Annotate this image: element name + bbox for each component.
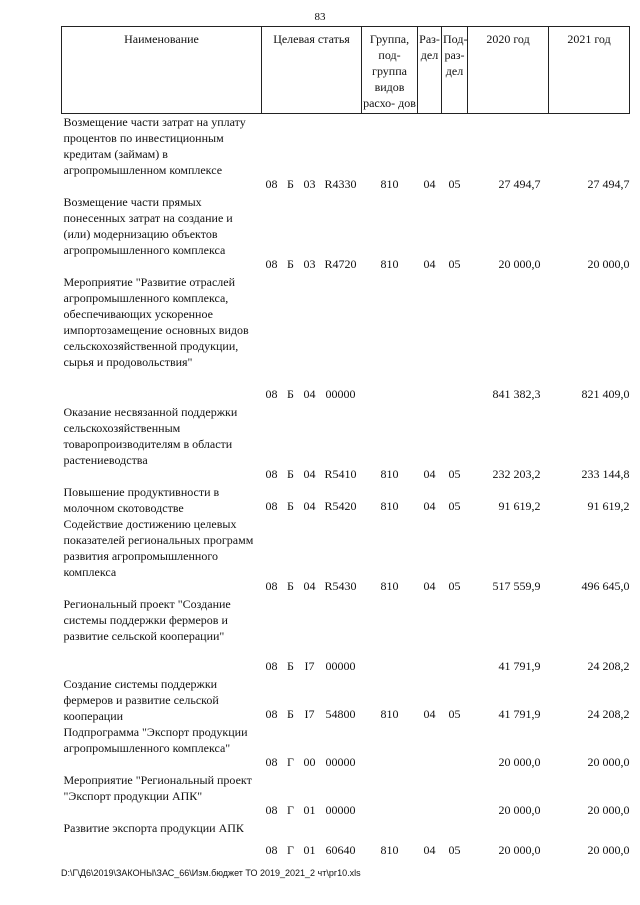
row-code-part-1: 08 [265,466,278,481]
row-amount-2021: 91 619,2 [587,498,630,513]
row-code-part-1: 08 [265,842,278,857]
row-amount-2020: 41 791,9 [498,658,541,673]
row-subsection: 05 [448,176,461,191]
row-code-part-2: Б [287,706,294,721]
row-code-part-4: R5430 [324,578,357,593]
row-code-part-2: Б [287,658,294,673]
row-amount-2021: 20 000,0 [587,802,630,817]
file-path-footer: D:\Г\Д6\2019\ЗАКОНЫ\ЗАС_66\Изм.бюджет ТО 2019_2021_2 чт\рг10.xls [61,868,361,878]
row-section [418,596,442,676]
row-code-part-2: Б [287,256,294,271]
row-subsection [442,724,468,772]
row-subsection [442,772,468,820]
row-name-cell: Возмещение части затрат на уплату процентов по инвестиционным кредитам (займам) в агропромышленном комплексе [63,115,246,177]
row-name-cell: Возмещение части прямых понесенных затрат на создание и (или) модернизацию объектов агропромышленного комплекса [63,194,233,257]
row-section: 04 [423,706,436,721]
row-expense-group: 810 [380,466,399,481]
row-name-cell: Оказание несвязанной поддержки сельскохозяйственным товаропроизводителям в области растениеводства [63,404,238,467]
row-section: 04 [423,842,436,857]
row-code-part-3: 01 [303,842,316,857]
header-section: Раз- дел [418,27,442,114]
row-code-part-1: 08 [265,706,278,721]
row-amount-2021: 20 000,0 [587,842,630,857]
table-row [62,820,630,860]
header-subsection: Под- раз- дел [442,27,468,114]
row-code-part-3: 04 [303,578,316,593]
page-number: 83 [314,11,326,23]
row-code-part-2: Г [287,754,294,769]
row-name-cell: Повышение продуктивности в молочном скотоводстве [63,484,220,515]
row-code-part-3: 01 [303,802,316,817]
row-name-cell: Мероприятие "Развитие отраслей агропромышленного комплекса, обеспечивающих ускоренное импортозамещение основных видов сельскохозяйственной продукции, сырья и продовольствия" [63,274,249,369]
row-code-part-2: Г [287,842,294,857]
header-target-article: Целевая статья [262,27,362,114]
row-expense-group: 810 [380,256,399,271]
row-code-part-3: 04 [303,498,316,513]
row-code-part-2: Б [287,176,294,191]
row-code-part-1: 08 [265,802,278,817]
row-expense-group [362,274,418,404]
row-amount-2020: 20 000,0 [498,256,541,271]
row-code-part-4: 00000 [325,386,356,401]
row-section: 04 [423,578,436,593]
row-code-part-4: 00000 [325,802,356,817]
row-expense-group [362,596,418,676]
row-code-part-1: 08 [265,754,278,769]
row-code-part-4: R4720 [324,256,357,271]
row-code-part-1: 08 [265,176,278,191]
row-amount-2021: 496 645,0 [581,578,630,593]
header-expense-group: Группа, под- группа видов расхо- дов [362,27,418,114]
row-amount-2021: 20 000,0 [587,754,630,769]
table-row [62,404,630,484]
row-section: 04 [423,256,436,271]
header-year-2021: 2021 год [549,27,630,114]
table-row [62,114,630,194]
row-amount-2021: 24 208,2 [587,706,630,721]
budget-table [61,26,630,860]
header-year-2020: 2020 год [468,27,549,114]
row-code-part-4: R5410 [324,466,357,481]
row-code-part-2: Б [287,498,294,513]
row-name-cell: Создание системы поддержки фермеров и развитие сельской кооперации [63,676,219,723]
row-name-cell: Подпрограмма "Экспорт продукции агропромышленного комплекса" [63,724,248,755]
row-section: 04 [423,176,436,191]
row-section [418,772,442,820]
row-code-part-3: 00 [303,754,316,769]
table-row [62,194,630,274]
row-section: 04 [423,466,436,481]
row-subsection: 05 [448,842,461,857]
row-amount-2020: 20 000,0 [498,754,541,769]
row-code-part-2: Б [287,466,294,481]
row-code-part-3: 03 [303,256,316,271]
table-row [62,724,630,772]
row-subsection: 05 [448,466,461,481]
table-row [62,596,630,676]
row-code-part-3: 03 [303,176,316,191]
row-code-part-2: Г [287,802,294,817]
row-amount-2021: 233 144,8 [581,466,630,481]
row-code-part-1: 08 [265,658,278,673]
row-subsection [442,596,468,676]
row-code-part-4: 00000 [325,754,356,769]
row-code-part-4: 60640 [325,842,356,857]
row-code-part-3: I7 [304,658,315,673]
row-amount-2021: 27 494,7 [587,176,630,191]
row-subsection: 05 [448,578,461,593]
row-amount-2021: 821 409,0 [581,386,630,401]
row-amount-2020: 91 619,2 [498,498,541,513]
row-expense-group: 810 [380,176,399,191]
row-name-cell: Содействие достижению целевых показателей региональных программ развития агропромышленного комплекса [63,516,254,579]
row-section: 04 [423,498,436,513]
row-section [418,274,442,404]
row-amount-2020: 20 000,0 [498,842,541,857]
row-subsection: 05 [448,498,461,513]
table-header-row [62,27,630,114]
row-code-part-1: 08 [265,386,278,401]
row-code-part-4: R4330 [324,176,357,191]
row-name-cell: Развитие экспорта продукции АПК [63,820,244,835]
row-amount-2020: 232 203,2 [492,466,541,481]
row-expense-group: 810 [380,578,399,593]
row-subsection [442,274,468,404]
row-expense-group [362,772,418,820]
row-expense-group: 810 [380,842,399,857]
row-code-part-4: 54800 [325,706,356,721]
row-code-part-1: 08 [265,578,278,593]
row-code-part-3: I7 [304,706,315,721]
table-row [62,274,630,404]
row-amount-2020: 517 559,9 [492,578,541,593]
row-name-cell: Региональный проект "Создание системы поддержки фермеров и развитие сельской кооперации" [63,596,231,643]
row-amount-2020: 27 494,7 [498,176,541,191]
row-expense-group: 810 [380,498,399,513]
table-row [62,516,630,596]
row-code-part-3: 04 [303,466,316,481]
row-code-part-2: Б [287,386,294,401]
row-code-part-2: Б [287,578,294,593]
row-code-part-4: R5420 [324,498,357,513]
row-amount-2020: 20 000,0 [498,802,541,817]
row-code-part-1: 08 [265,498,278,513]
row-subsection: 05 [448,706,461,721]
row-amount-2021: 24 208,2 [587,658,630,673]
table-row [62,772,630,820]
header-name: Наименование [62,27,262,114]
row-code-part-4: 00000 [325,658,356,673]
table-row [62,484,630,516]
row-amount-2020: 41 791,9 [498,706,541,721]
row-amount-2021: 20 000,0 [587,256,630,271]
row-expense-group: 810 [380,706,399,721]
row-code-part-3: 04 [303,386,316,401]
row-code-part-1: 08 [265,256,278,271]
row-amount-2020: 841 382,3 [492,386,541,401]
row-name-cell: Мероприятие "Региональный проект "Экспорт продукции АПК" [63,772,252,803]
row-section [418,724,442,772]
row-expense-group [362,724,418,772]
row-subsection: 05 [448,256,461,271]
table-row [62,676,630,724]
